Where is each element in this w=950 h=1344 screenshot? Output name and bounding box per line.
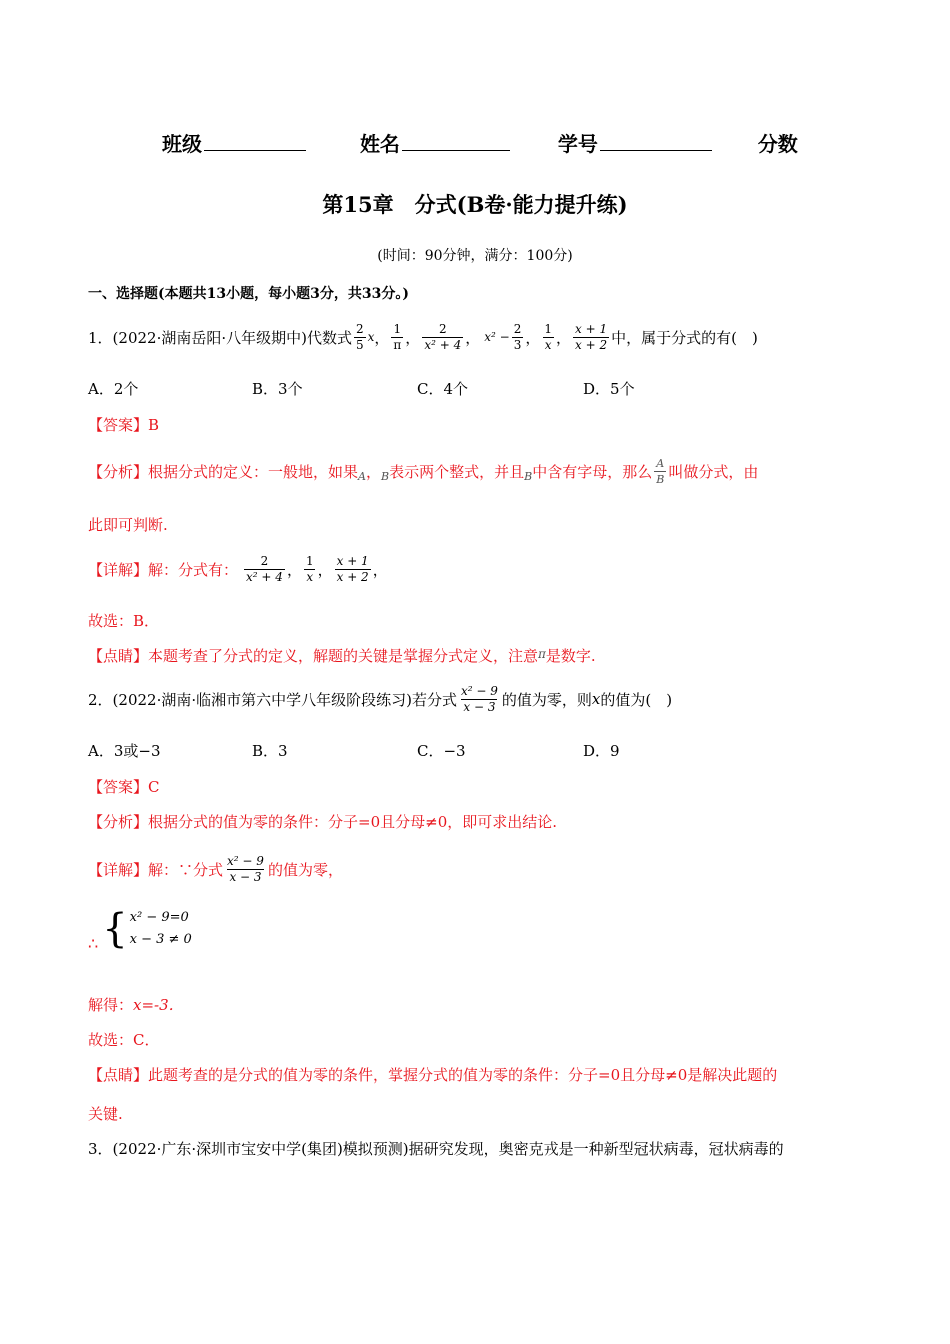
class-label: 班级: [162, 132, 202, 156]
exam-info: (时间：90分钟，满分：100分): [377, 248, 573, 264]
expr-frac-2-5: $\frac{2}{5}$: [355, 321, 364, 352]
q2-option-c[interactable]: C．−3: [417, 742, 466, 760]
id-label: 学号: [557, 132, 598, 156]
q2-detail: 【详解】 解：∵分式 $\frac{\text{x² − 9}}{x - 3}$ 的值为零，: [88, 853, 343, 884]
name-label: 姓名: [359, 132, 400, 156]
q1-option-b[interactable]: B．3个: [252, 380, 303, 398]
q2-analysis: 【分析】根据分式的值为零的条件：分子=0且分母≠0，即可求出结论.: [88, 813, 558, 831]
q2-option-d[interactable]: D．9: [583, 742, 620, 760]
q2-option-b[interactable]: B．3: [252, 742, 288, 760]
q2-comment: 【点睛】此题考查的是分式的值为零的条件，掌握分式的值为零的条件：分子=0且分母≠0是解决此题的: [88, 1066, 778, 1084]
expr-frac-x1-x2: $\frac{x + 1}{x + 2}$: [575, 321, 608, 352]
section-heading: 一、选择题(本题共13小题，每小题3分，共33分。): [88, 286, 409, 302]
score-label: 分数: [757, 132, 798, 156]
page-title: 第15章 分式(B卷·能力提升练): [322, 192, 628, 217]
expr-frac-1-x: $\frac{1}{x}$: [544, 321, 552, 352]
name-blank[interactable]: [402, 134, 510, 151]
expr-frac-1-pi: $\frac{1}{\pi}$: [393, 321, 402, 352]
class-blank[interactable]: [204, 134, 306, 151]
q2-comment-cont: 关键.: [88, 1105, 123, 1123]
q2-answer: 【答案】C: [88, 778, 160, 796]
q1-option-a[interactable]: A．2个: [88, 380, 139, 398]
q1-detail: 【详解】 解：分式有： $\frac{2}{\text{x² + 4}}$ ， $\frac{1}{x}$ ， $\frac{x + 1}{x + 2}$ ，: [88, 553, 388, 584]
q1-choose: 故选：B．: [88, 612, 160, 630]
question-3-stem: 3．(2022·广东·深圳市宝安中学(集团)模拟预测)据研究发现，奥密克戎是一种新型冠状病毒，冠状病毒的: [88, 1140, 784, 1158]
q2-solve: 解得：x=-3．: [88, 996, 184, 1014]
expr-frac-2-x2plus4: $\frac{2}{\text{x² + 4}}$: [424, 321, 462, 352]
q1-analysis-cont: 此即可判断.: [88, 516, 168, 534]
question-2-stem: 2．(2022·湖南·临湘市第六中学八年级阶段练习)若分式 $\frac{\text{x² − 9}}{x - 3}$ 的值为零，则 x 的值为( ): [88, 683, 673, 714]
q2-choose: 故选：C．: [88, 1031, 160, 1049]
q2-fraction: $\frac{\text{x² − 9}}{x - 3}$: [460, 683, 498, 714]
q1-option-d[interactable]: D．5个: [583, 380, 635, 398]
question-1-stem: 1．(2022·湖南岳阳·八年级期中)代数式 $\frac{2}{5}$ x ， $\frac{1}{\pi}$ ， $\frac{2}{\text{x² + 4}}$ ， x² − $\frac{2}{3}$ ， $\frac{1}{x}$ ， $\frac{x + 1}{x + 2}$ 中，属于分式的有( ): [88, 321, 758, 352]
header-fields: [162, 128, 798, 157]
q1-analysis: 【分析】 根据分式的定义：一般地，如果 A ， B 表示两个整式，并且 B 中含有字母，那么 $\frac{A}{B}$ 叫做分式，由: [88, 456, 759, 486]
q1-option-c[interactable]: C．4个: [417, 380, 469, 398]
q2-option-a[interactable]: A．3或−3: [88, 742, 161, 760]
q1-answer: 【答案】B: [88, 416, 160, 434]
q2-system: ∴ { x² − 9=0 x − 3 ≠ 0: [88, 905, 192, 953]
id-blank[interactable]: [600, 134, 712, 151]
q1-comment: 【点睛】本题考查了分式的定义，解题的关键是掌握分式定义，注意$^\pi$是数字.: [88, 647, 596, 665]
expr-x2-minus-2-3: $\frac{2}{3}$: [513, 321, 522, 352]
